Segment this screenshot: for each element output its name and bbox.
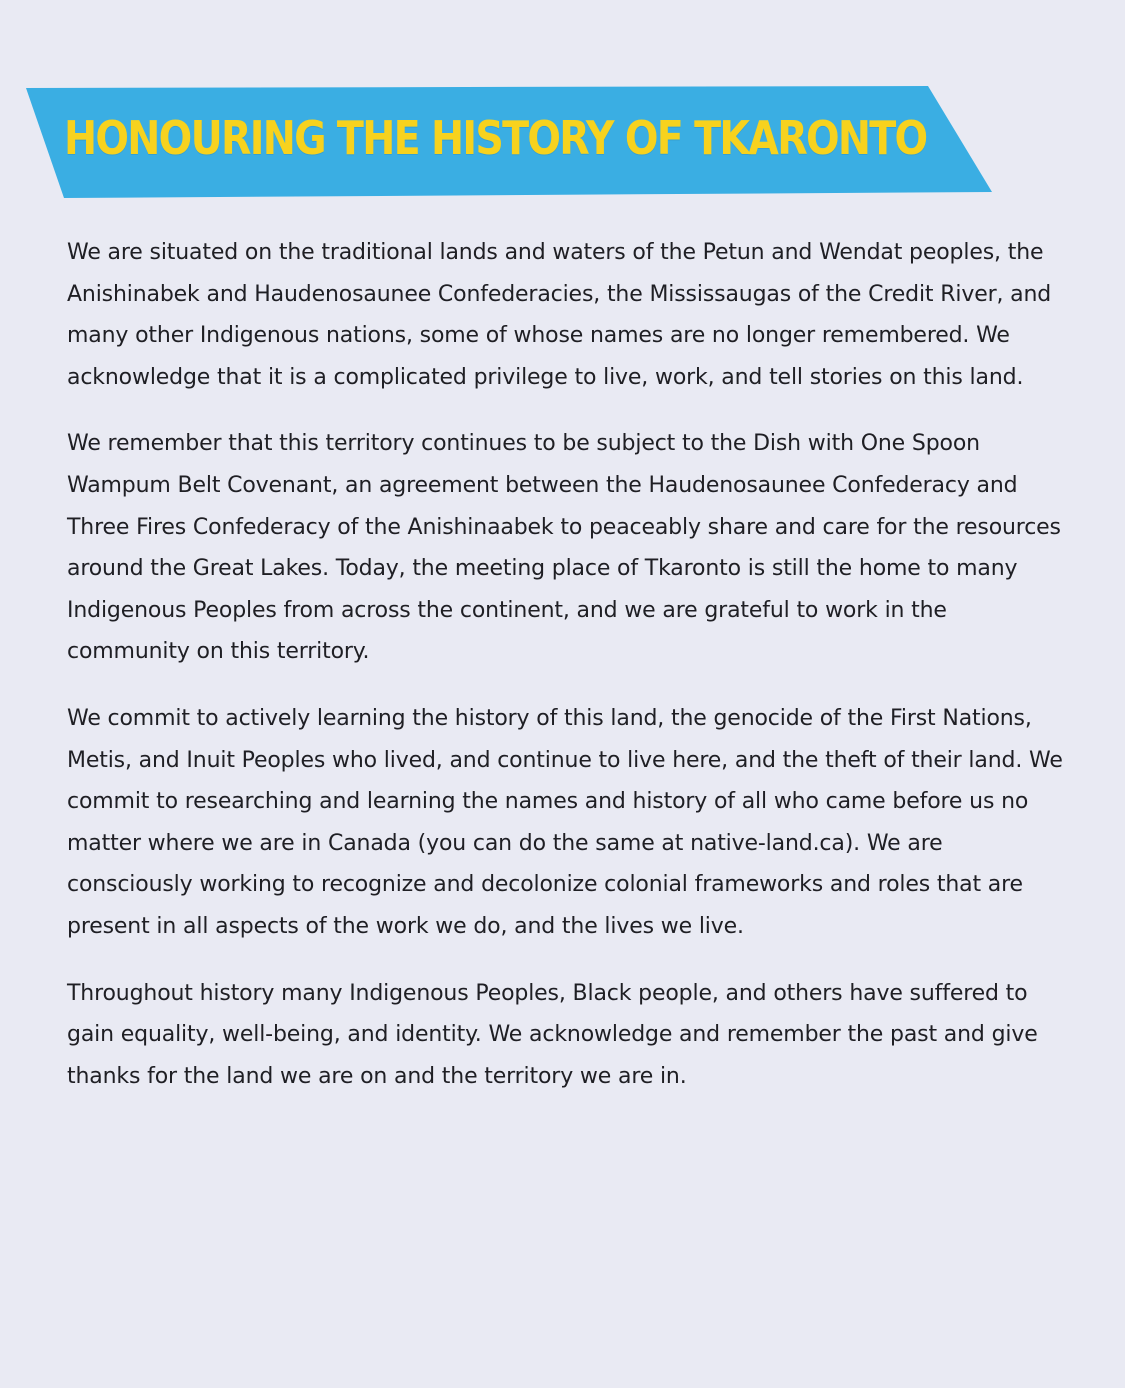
paragraph-remembrance: Throughout history many Indigenous Peoples, Black people, and others have suffered to gain equality, well-being, and identity. We acknowledge and remember the past and give thanks for the land we are on and the territory we are in. <box>67 980 1038 1089</box>
paragraph-commitment: We commit to actively learning the history of this land, the genocide of the First Nations, Metis, and Inuit Peoples who lived, and continue to live here, and the theft of their land. We commit to researching and learning the names and history of all who came before us no matter where we are in Canada (you can do the same at native-land.ca). We are consciously working to recognize and decolonize colonial frameworks and roles that are present in all aspects of the work we do, and the lives we live. <box>67 705 1063 939</box>
paragraph-covenant: We remember that this territory continues to be subject to the Dish with One Spoon Wampum Belt Covenant, an agreement between the Haudenosaunee Confederacy and Three Fires Confederacy of the Anishinaabek to peaceably share and care for the resources around the Great Lakes. Today, the meeting place of Tkaronto is still the home to many Indigenous Peoples from across the continent, and we are grateful to work in the community on this territory. <box>67 431 1061 665</box>
title-banner <box>26 86 992 198</box>
page-title: HONOURING THE HISTORY OF TKARONTO <box>64 111 927 165</box>
paragraph-lands: We are situated on the traditional lands and waters of the Petun and Wendat peoples, the Anishinabek and Haudenosaunee Confederacies, the Mississaugas of the Credit River, and many other Indigenous nations, some of whose names are no longer remembered. We acknowledge that it is a complicated privilege to live, work, and tell stories on this land. <box>67 240 1052 390</box>
acknowledgement-body <box>67 232 1067 1122</box>
